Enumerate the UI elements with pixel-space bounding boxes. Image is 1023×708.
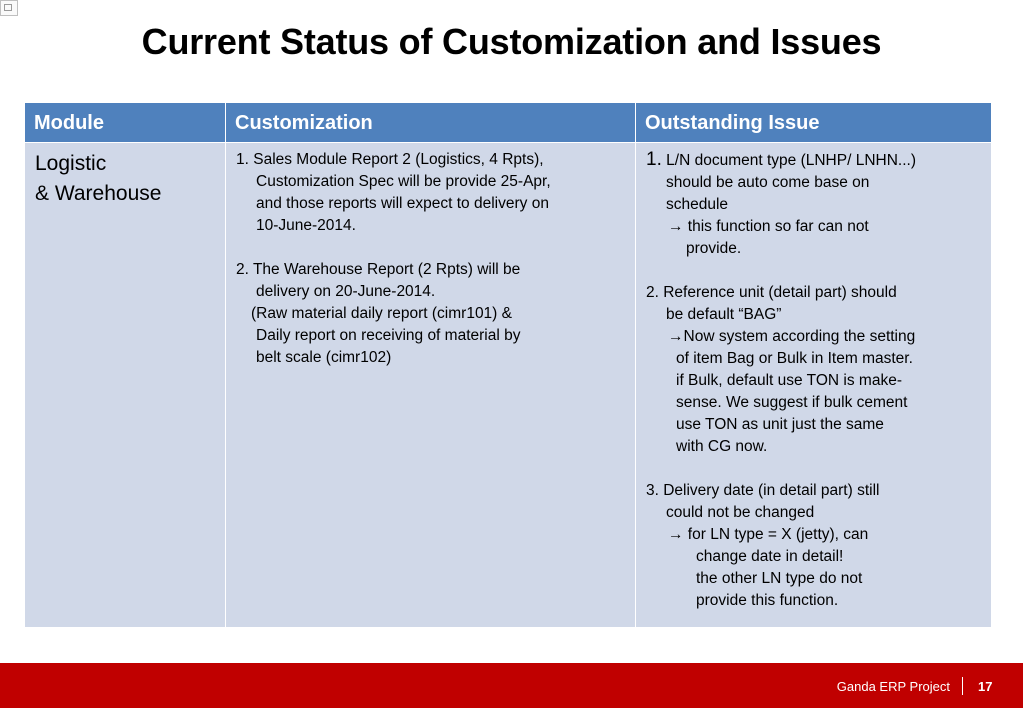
customization-item-1 <box>236 149 627 237</box>
issue-item-3 <box>646 480 983 612</box>
footer-bar <box>0 663 1023 708</box>
cust-2-line-4: Daily report on receiving of material by <box>256 327 521 344</box>
issue-1-line-5: provide. <box>686 240 742 257</box>
issue-item-1 <box>646 149 983 260</box>
issue-2-line-7: use TON as unit just the same <box>676 416 884 433</box>
issue-1-line-4: → this function so far can not <box>668 218 869 235</box>
issue-2-line-5: if Bulk, default use TON is make- <box>676 372 902 389</box>
issue-1-number: 1. <box>646 149 662 170</box>
status-table <box>24 102 992 628</box>
module-name-line1: Logistic <box>35 152 107 175</box>
outstanding-issue-cell <box>636 143 992 628</box>
issue-3-line-1: 3. Delivery date (in detail part) still <box>646 482 880 499</box>
cust-1-line-4: 10-June-2014. <box>256 217 356 234</box>
issue-1-line-2: should be auto come base on <box>666 174 870 191</box>
issue-3-line-4: change date in detail! <box>696 548 844 565</box>
footer-divider <box>962 677 963 695</box>
issue-2-line-3: →Now system according the setting <box>668 328 916 345</box>
issue-item-2 <box>646 282 983 458</box>
header-outstanding-issue: Outstanding Issue <box>636 103 992 143</box>
issue-3-line-2: could not be changed <box>666 504 815 521</box>
issue-2-line-8: with CG now. <box>676 438 768 455</box>
cust-1-line-1: 1. Sales Module Report 2 (Logistics, 4 Rpts), <box>236 151 544 168</box>
cust-2-line-5: belt scale (cimr102) <box>256 349 392 366</box>
customization-cell <box>226 143 636 628</box>
issue-2-line-1: 2. Reference unit (detail part) should <box>646 284 897 301</box>
table-header-row <box>25 103 992 143</box>
footer-project-name: Ganda ERP Project <box>836 679 950 694</box>
table-row <box>25 143 992 628</box>
slide-thumbnail-icon <box>0 0 18 16</box>
header-module: Module <box>25 103 226 143</box>
cust-2-line-3: (Raw material daily report (cimr101) & <box>251 305 512 322</box>
issue-2-line-6: sense. We suggest if bulk cement <box>676 394 908 411</box>
issue-1-text: L/N document type (LNHP/ LNHN...) <box>666 152 916 169</box>
cust-1-line-3: and those reports will expect to delivery on <box>256 195 549 212</box>
issue-2-line-4: of item Bag or Bulk in Item master. <box>676 350 913 367</box>
cust-1-line-2: Customization Spec will be provide 25-Apr, <box>256 173 551 190</box>
issue-3-line-5: the other LN type do not <box>696 570 863 587</box>
page-number: 17 <box>978 679 993 694</box>
issue-1-line-1 <box>646 149 983 172</box>
issue-3-line-6: provide this function. <box>696 592 839 609</box>
issue-1-line-3: schedule <box>666 196 729 213</box>
issue-3-line-3: → for LN type = X (jetty), can <box>668 526 869 543</box>
module-name-line2: & Warehouse <box>35 182 162 205</box>
header-customization: Customization <box>226 103 636 143</box>
cust-2-line-1: 2. The Warehouse Report (2 Rpts) will be <box>236 261 521 278</box>
slide-title: Current Status of Customization and Issues <box>141 21 882 62</box>
issue-2-line-2: be default “BAG” <box>666 306 782 323</box>
cust-2-line-2: delivery on 20-June-2014. <box>256 283 436 300</box>
customization-item-2 <box>236 259 627 369</box>
module-cell <box>25 143 226 628</box>
